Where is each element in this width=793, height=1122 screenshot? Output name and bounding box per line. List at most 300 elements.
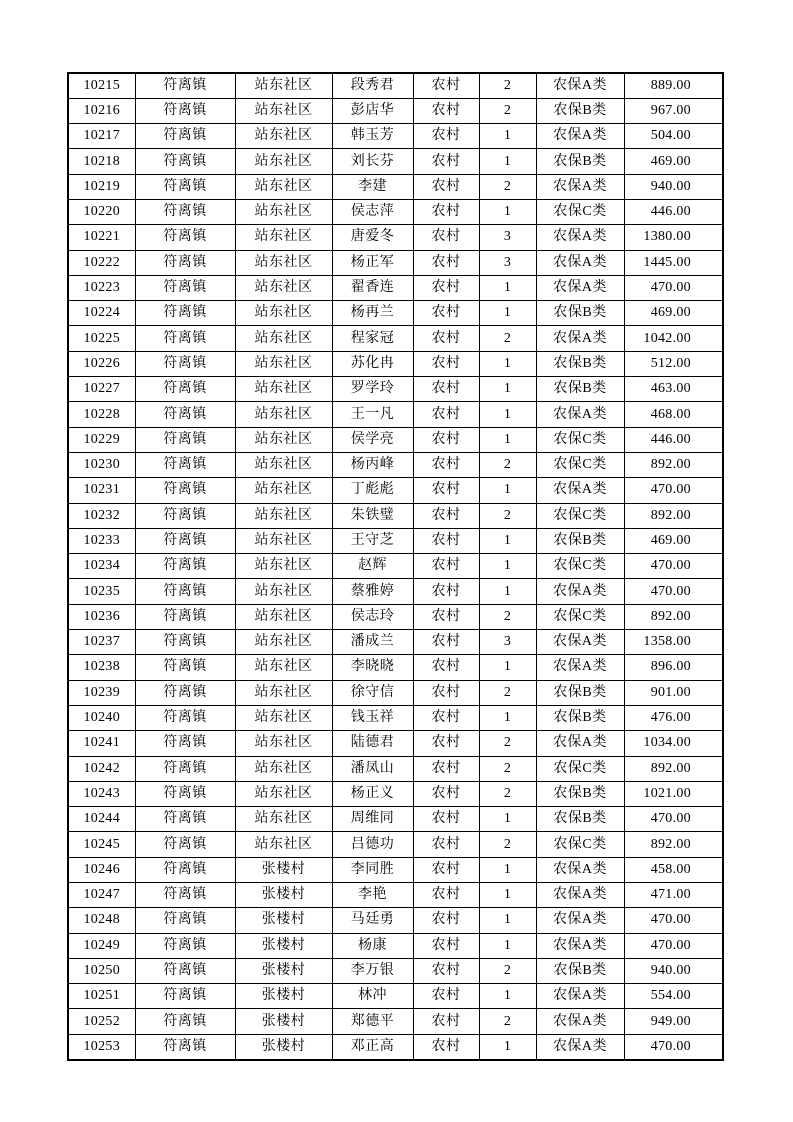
cell-person-name: 侯学亮	[332, 427, 413, 452]
cell-person-count: 3	[479, 250, 536, 275]
cell-residence-type: 农村	[413, 124, 479, 149]
cell-village: 站东社区	[235, 199, 332, 224]
cell-insurance-category: 农保B类	[536, 807, 624, 832]
cell-residence-type: 农村	[413, 149, 479, 174]
cell-id: 10244	[68, 807, 135, 832]
cell-town: 符离镇	[135, 275, 235, 300]
cell-person-name: 王守芝	[332, 528, 413, 553]
cell-amount: 892.00	[624, 503, 723, 528]
cell-residence-type: 农村	[413, 604, 479, 629]
table-row	[68, 883, 723, 908]
cell-village: 站东社区	[235, 377, 332, 402]
table-row	[68, 604, 723, 629]
cell-town: 符离镇	[135, 883, 235, 908]
cell-town: 符离镇	[135, 503, 235, 528]
cell-insurance-category: 农保B类	[536, 781, 624, 806]
cell-insurance-category: 农保C类	[536, 199, 624, 224]
cell-person-name: 侯志玲	[332, 604, 413, 629]
cell-insurance-category: 农保B类	[536, 377, 624, 402]
cell-amount: 940.00	[624, 174, 723, 199]
cell-residence-type: 农村	[413, 630, 479, 655]
cell-town: 符离镇	[135, 301, 235, 326]
cell-amount: 1380.00	[624, 225, 723, 250]
cell-town: 符离镇	[135, 1009, 235, 1034]
cell-id: 10225	[68, 326, 135, 351]
cell-person-name: 丁彪彪	[332, 478, 413, 503]
cell-person-count: 1	[479, 478, 536, 503]
cell-village: 张楼村	[235, 1009, 332, 1034]
cell-amount: 470.00	[624, 554, 723, 579]
cell-person-name: 程家冠	[332, 326, 413, 351]
cell-person-name: 刘长芬	[332, 149, 413, 174]
cell-amount: 476.00	[624, 705, 723, 730]
cell-village: 站东社区	[235, 301, 332, 326]
cell-residence-type: 农村	[413, 478, 479, 503]
table-row	[68, 199, 723, 224]
cell-id: 10242	[68, 756, 135, 781]
cell-person-count: 1	[479, 427, 536, 452]
cell-person-count: 1	[479, 402, 536, 427]
cell-residence-type: 农村	[413, 275, 479, 300]
cell-person-name: 钱玉祥	[332, 705, 413, 730]
cell-person-count: 2	[479, 98, 536, 123]
cell-person-count: 1	[479, 655, 536, 680]
cell-residence-type: 农村	[413, 579, 479, 604]
cell-town: 符离镇	[135, 124, 235, 149]
cell-id: 10253	[68, 1034, 135, 1059]
cell-person-count: 1	[479, 124, 536, 149]
table-row	[68, 933, 723, 958]
cell-person-count: 2	[479, 756, 536, 781]
cell-person-count: 1	[479, 377, 536, 402]
cell-insurance-category: 农保C类	[536, 832, 624, 857]
cell-town: 符离镇	[135, 174, 235, 199]
cell-insurance-category: 农保B类	[536, 680, 624, 705]
cell-residence-type: 农村	[413, 731, 479, 756]
cell-amount: 468.00	[624, 402, 723, 427]
cell-person-count: 1	[479, 528, 536, 553]
cell-amount: 446.00	[624, 199, 723, 224]
cell-person-count: 1	[479, 554, 536, 579]
table-row	[68, 478, 723, 503]
cell-amount: 892.00	[624, 832, 723, 857]
cell-village: 站东社区	[235, 73, 332, 98]
cell-town: 符离镇	[135, 427, 235, 452]
cell-insurance-category: 农保A类	[536, 326, 624, 351]
cell-town: 符离镇	[135, 705, 235, 730]
cell-person-name: 林冲	[332, 984, 413, 1009]
cell-id: 10222	[68, 250, 135, 275]
cell-insurance-category: 农保A类	[536, 225, 624, 250]
cell-residence-type: 农村	[413, 402, 479, 427]
cell-insurance-category: 农保A类	[536, 275, 624, 300]
cell-village: 站东社区	[235, 604, 332, 629]
cell-person-count: 1	[479, 579, 536, 604]
cell-person-name: 段秀君	[332, 73, 413, 98]
table-row	[68, 958, 723, 983]
cell-residence-type: 农村	[413, 958, 479, 983]
cell-village: 站东社区	[235, 554, 332, 579]
cell-person-name: 蔡雅婷	[332, 579, 413, 604]
cell-id: 10227	[68, 377, 135, 402]
table-row	[68, 402, 723, 427]
cell-id: 10234	[68, 554, 135, 579]
cell-insurance-category: 农保A类	[536, 883, 624, 908]
cell-insurance-category: 农保A类	[536, 250, 624, 275]
table-row	[68, 1034, 723, 1059]
table-row	[68, 908, 723, 933]
cell-person-name: 翟香连	[332, 275, 413, 300]
cell-person-name: 侯志萍	[332, 199, 413, 224]
cell-person-name: 马廷勇	[332, 908, 413, 933]
cell-residence-type: 农村	[413, 427, 479, 452]
cell-residence-type: 农村	[413, 655, 479, 680]
cell-residence-type: 农村	[413, 199, 479, 224]
cell-town: 符离镇	[135, 377, 235, 402]
cell-insurance-category: 农保A类	[536, 579, 624, 604]
cell-insurance-category: 农保C类	[536, 452, 624, 477]
cell-village: 站东社区	[235, 731, 332, 756]
cell-person-count: 1	[479, 1034, 536, 1059]
cell-amount: 1042.00	[624, 326, 723, 351]
cell-person-count: 3	[479, 630, 536, 655]
cell-person-count: 2	[479, 326, 536, 351]
cell-town: 符离镇	[135, 326, 235, 351]
cell-person-count: 1	[479, 705, 536, 730]
cell-residence-type: 农村	[413, 250, 479, 275]
cell-person-count: 1	[479, 351, 536, 376]
cell-village: 张楼村	[235, 984, 332, 1009]
cell-amount: 1445.00	[624, 250, 723, 275]
cell-village: 站东社区	[235, 174, 332, 199]
cell-insurance-category: 农保A类	[536, 402, 624, 427]
table-row	[68, 225, 723, 250]
table-row	[68, 124, 723, 149]
cell-person-count: 1	[479, 883, 536, 908]
cell-town: 符离镇	[135, 604, 235, 629]
cell-insurance-category: 农保A类	[536, 857, 624, 882]
cell-person-count: 1	[479, 199, 536, 224]
cell-person-count: 1	[479, 149, 536, 174]
cell-insurance-category: 农保B类	[536, 149, 624, 174]
cell-id: 10217	[68, 124, 135, 149]
cell-village: 张楼村	[235, 933, 332, 958]
cell-id: 10249	[68, 933, 135, 958]
cell-residence-type: 农村	[413, 705, 479, 730]
cell-village: 张楼村	[235, 1034, 332, 1059]
cell-amount: 470.00	[624, 807, 723, 832]
cell-person-count: 2	[479, 731, 536, 756]
cell-amount: 896.00	[624, 655, 723, 680]
cell-insurance-category: 农保A类	[536, 174, 624, 199]
cell-residence-type: 农村	[413, 554, 479, 579]
cell-person-name: 杨再兰	[332, 301, 413, 326]
cell-person-count: 2	[479, 1009, 536, 1034]
table-row	[68, 174, 723, 199]
cell-residence-type: 农村	[413, 756, 479, 781]
cell-amount: 889.00	[624, 73, 723, 98]
cell-town: 符离镇	[135, 984, 235, 1009]
cell-town: 符离镇	[135, 579, 235, 604]
cell-person-name: 吕德功	[332, 832, 413, 857]
cell-person-count: 2	[479, 174, 536, 199]
cell-id: 10235	[68, 579, 135, 604]
cell-village: 站东社区	[235, 503, 332, 528]
cell-residence-type: 农村	[413, 984, 479, 1009]
cell-village: 站东社区	[235, 756, 332, 781]
cell-residence-type: 农村	[413, 857, 479, 882]
cell-insurance-category: 农保A类	[536, 73, 624, 98]
cell-amount: 512.00	[624, 351, 723, 376]
table-row	[68, 807, 723, 832]
cell-insurance-category: 农保C类	[536, 427, 624, 452]
cell-residence-type: 农村	[413, 73, 479, 98]
cell-town: 符离镇	[135, 250, 235, 275]
cell-id: 10226	[68, 351, 135, 376]
table-row	[68, 1009, 723, 1034]
cell-town: 符离镇	[135, 756, 235, 781]
cell-residence-type: 农村	[413, 807, 479, 832]
table-row	[68, 301, 723, 326]
cell-person-name: 赵辉	[332, 554, 413, 579]
table-row	[68, 680, 723, 705]
cell-insurance-category: 农保C类	[536, 756, 624, 781]
cell-person-count: 1	[479, 807, 536, 832]
cell-id: 10229	[68, 427, 135, 452]
cell-person-name: 李晓晓	[332, 655, 413, 680]
benefits-table	[67, 72, 724, 1061]
cell-amount: 470.00	[624, 1034, 723, 1059]
cell-insurance-category: 农保A类	[536, 655, 624, 680]
cell-person-name: 郑德平	[332, 1009, 413, 1034]
table-row	[68, 377, 723, 402]
cell-person-name: 朱铁璧	[332, 503, 413, 528]
cell-amount: 1358.00	[624, 630, 723, 655]
cell-person-name: 杨正义	[332, 781, 413, 806]
cell-person-count: 2	[479, 958, 536, 983]
cell-amount: 967.00	[624, 98, 723, 123]
table-row	[68, 554, 723, 579]
cell-village: 站东社区	[235, 250, 332, 275]
cell-amount: 949.00	[624, 1009, 723, 1034]
cell-insurance-category: 农保A类	[536, 478, 624, 503]
cell-village: 站东社区	[235, 832, 332, 857]
cell-person-name: 杨丙峰	[332, 452, 413, 477]
cell-person-count: 3	[479, 225, 536, 250]
cell-person-name: 周维同	[332, 807, 413, 832]
cell-residence-type: 农村	[413, 781, 479, 806]
cell-id: 10247	[68, 883, 135, 908]
cell-id: 10250	[68, 958, 135, 983]
cell-town: 符离镇	[135, 630, 235, 655]
cell-town: 符离镇	[135, 832, 235, 857]
cell-town: 符离镇	[135, 554, 235, 579]
cell-amount: 1021.00	[624, 781, 723, 806]
cell-person-count: 2	[479, 604, 536, 629]
cell-id: 10232	[68, 503, 135, 528]
cell-town: 符离镇	[135, 149, 235, 174]
cell-town: 符离镇	[135, 351, 235, 376]
cell-village: 站东社区	[235, 452, 332, 477]
cell-id: 10243	[68, 781, 135, 806]
table-row	[68, 781, 723, 806]
cell-insurance-category: 农保A类	[536, 630, 624, 655]
cell-id: 10239	[68, 680, 135, 705]
table-row	[68, 857, 723, 882]
cell-id: 10230	[68, 452, 135, 477]
cell-insurance-category: 农保B类	[536, 705, 624, 730]
cell-person-count: 1	[479, 857, 536, 882]
cell-person-count: 1	[479, 301, 536, 326]
cell-residence-type: 农村	[413, 528, 479, 553]
table-row	[68, 984, 723, 1009]
cell-amount: 901.00	[624, 680, 723, 705]
cell-insurance-category: 农保B类	[536, 351, 624, 376]
cell-id: 10240	[68, 705, 135, 730]
cell-village: 站东社区	[235, 124, 332, 149]
cell-village: 站东社区	[235, 630, 332, 655]
cell-person-name: 邓正高	[332, 1034, 413, 1059]
table-row	[68, 731, 723, 756]
table-row	[68, 73, 723, 98]
cell-village: 站东社区	[235, 225, 332, 250]
cell-person-count: 1	[479, 908, 536, 933]
table-row	[68, 655, 723, 680]
cell-id: 10246	[68, 857, 135, 882]
cell-village: 站东社区	[235, 326, 332, 351]
cell-village: 站东社区	[235, 402, 332, 427]
cell-town: 符离镇	[135, 933, 235, 958]
cell-residence-type: 农村	[413, 832, 479, 857]
cell-residence-type: 农村	[413, 883, 479, 908]
cell-town: 符离镇	[135, 807, 235, 832]
cell-residence-type: 农村	[413, 98, 479, 123]
cell-town: 符离镇	[135, 857, 235, 882]
table-row	[68, 756, 723, 781]
cell-person-name: 陆德君	[332, 731, 413, 756]
cell-amount: 471.00	[624, 883, 723, 908]
cell-person-count: 2	[479, 503, 536, 528]
cell-insurance-category: 农保B类	[536, 528, 624, 553]
cell-id: 10236	[68, 604, 135, 629]
cell-residence-type: 农村	[413, 351, 479, 376]
cell-amount: 1034.00	[624, 731, 723, 756]
table-row	[68, 832, 723, 857]
cell-village: 站东社区	[235, 807, 332, 832]
cell-amount: 940.00	[624, 958, 723, 983]
cell-person-count: 2	[479, 781, 536, 806]
cell-id: 10245	[68, 832, 135, 857]
cell-town: 符离镇	[135, 225, 235, 250]
table-row	[68, 351, 723, 376]
table-row	[68, 149, 723, 174]
cell-village: 站东社区	[235, 149, 332, 174]
cell-person-count: 1	[479, 275, 536, 300]
cell-insurance-category: 农保C类	[536, 554, 624, 579]
cell-village: 站东社区	[235, 98, 332, 123]
cell-amount: 892.00	[624, 604, 723, 629]
cell-amount: 458.00	[624, 857, 723, 882]
cell-town: 符离镇	[135, 528, 235, 553]
cell-id: 10237	[68, 630, 135, 655]
cell-town: 符离镇	[135, 402, 235, 427]
cell-id: 10251	[68, 984, 135, 1009]
cell-village: 站东社区	[235, 655, 332, 680]
cell-town: 符离镇	[135, 958, 235, 983]
cell-insurance-category: 农保B类	[536, 958, 624, 983]
cell-residence-type: 农村	[413, 933, 479, 958]
cell-village: 站东社区	[235, 528, 332, 553]
cell-amount: 446.00	[624, 427, 723, 452]
cell-insurance-category: 农保A类	[536, 908, 624, 933]
cell-amount: 470.00	[624, 908, 723, 933]
cell-residence-type: 农村	[413, 225, 479, 250]
cell-insurance-category: 农保A类	[536, 731, 624, 756]
table-row	[68, 326, 723, 351]
cell-person-name: 王一凡	[332, 402, 413, 427]
table-row	[68, 579, 723, 604]
table-row	[68, 705, 723, 730]
cell-village: 张楼村	[235, 857, 332, 882]
cell-person-name: 苏化冉	[332, 351, 413, 376]
cell-person-name: 潘凤山	[332, 756, 413, 781]
cell-id: 10248	[68, 908, 135, 933]
cell-insurance-category: 农保B类	[536, 301, 624, 326]
cell-insurance-category: 农保B类	[536, 98, 624, 123]
cell-amount: 554.00	[624, 984, 723, 1009]
table-row	[68, 427, 723, 452]
cell-id: 10218	[68, 149, 135, 174]
table-row	[68, 275, 723, 300]
cell-person-name: 潘成兰	[332, 630, 413, 655]
table-row	[68, 250, 723, 275]
cell-id: 10228	[68, 402, 135, 427]
cell-person-count: 2	[479, 73, 536, 98]
cell-village: 站东社区	[235, 478, 332, 503]
cell-village: 站东社区	[235, 705, 332, 730]
cell-village: 站东社区	[235, 781, 332, 806]
table-row	[68, 452, 723, 477]
cell-town: 符离镇	[135, 781, 235, 806]
cell-village: 张楼村	[235, 883, 332, 908]
cell-town: 符离镇	[135, 680, 235, 705]
cell-residence-type: 农村	[413, 174, 479, 199]
cell-person-name: 李万银	[332, 958, 413, 983]
cell-residence-type: 农村	[413, 503, 479, 528]
cell-id: 10220	[68, 199, 135, 224]
cell-person-name: 李同胜	[332, 857, 413, 882]
cell-amount: 504.00	[624, 124, 723, 149]
cell-id: 10241	[68, 731, 135, 756]
cell-town: 符离镇	[135, 98, 235, 123]
cell-id: 10238	[68, 655, 135, 680]
cell-town: 符离镇	[135, 478, 235, 503]
cell-amount: 469.00	[624, 528, 723, 553]
cell-residence-type: 农村	[413, 1034, 479, 1059]
cell-person-name: 李艳	[332, 883, 413, 908]
cell-residence-type: 农村	[413, 326, 479, 351]
cell-village: 站东社区	[235, 680, 332, 705]
cell-person-count: 2	[479, 680, 536, 705]
cell-insurance-category: 农保C类	[536, 604, 624, 629]
cell-town: 符离镇	[135, 655, 235, 680]
cell-residence-type: 农村	[413, 1009, 479, 1034]
cell-residence-type: 农村	[413, 301, 479, 326]
cell-id: 10216	[68, 98, 135, 123]
cell-amount: 892.00	[624, 452, 723, 477]
cell-residence-type: 农村	[413, 680, 479, 705]
cell-amount: 469.00	[624, 149, 723, 174]
